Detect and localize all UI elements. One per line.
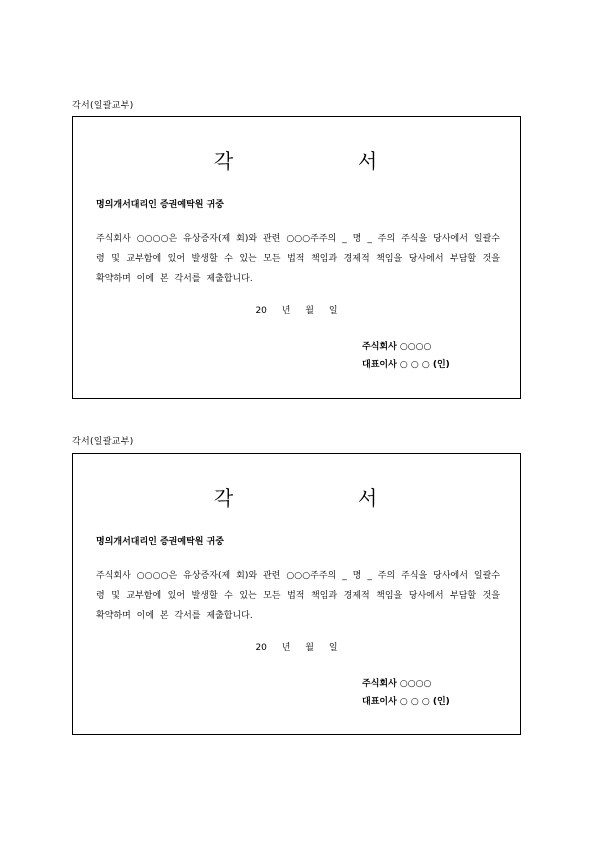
- recipient-line: 명의개서대리인 증권예탁원 귀중: [96, 200, 224, 210]
- form-caption: 각서(일괄교부): [72, 101, 134, 111]
- company-name: 주식회사 ○○○○: [362, 342, 432, 352]
- ceo-signature: 대표이사 ○ ○ ○ (인): [362, 360, 450, 370]
- date-line: 20 년 월 일: [255, 643, 338, 653]
- document-title: [73, 145, 520, 174]
- company-name: 주식회사 ○○○○: [362, 679, 432, 689]
- date-line: 20 년 월 일: [255, 306, 338, 316]
- memorandum-box: [72, 116, 521, 399]
- body-paragraph: 주식회사 ○○○○은 유상증자(제 회)와 관련 ○○○주주의 _ 명 _ 주의 주식을 당사에서 일괄수령 및 교부함에 있어 발생할 수 있는 모든 법적 책임과 경제적 책임을 당사에서 부담할 것을 확약하며 이에 본 각서를 제출합니다.: [96, 571, 500, 621]
- memorandum-box: [72, 453, 521, 735]
- title-char-right: 서: [357, 149, 380, 173]
- recipient-line: 명의개서대리인 증권예탁원 귀중: [96, 537, 224, 547]
- title-char-left: 각: [213, 149, 236, 173]
- document-title: [73, 482, 520, 511]
- form-caption: 각서(일괄교부): [72, 437, 134, 447]
- title-char-right: 서: [357, 486, 380, 510]
- title-char-left: 각: [213, 486, 236, 510]
- body-paragraph: 주식회사 ○○○○은 유상증자(제 회)와 관련 ○○○주주의 _ 명 _ 주의 주식을 당사에서 일괄수령 및 교부함에 있어 발생할 수 있는 모든 법적 책임과 경제적 책임을 당사에서 부담할 것을 확약하며 이에 본 각서를 제출합니다.: [96, 234, 500, 284]
- ceo-signature: 대표이사 ○ ○ ○ (인): [362, 697, 450, 707]
